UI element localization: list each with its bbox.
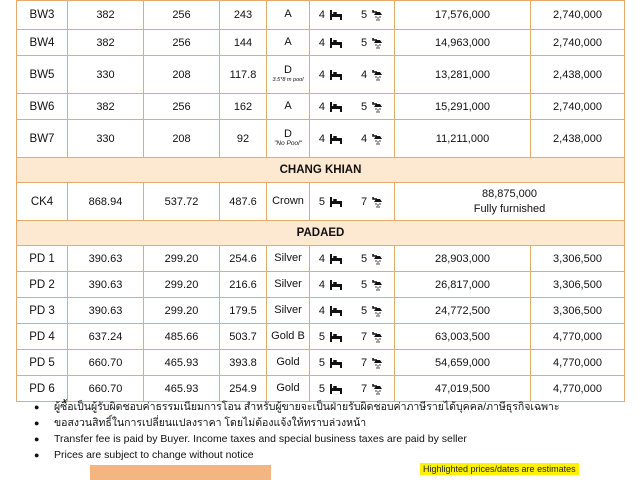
bedroom-count: 4: [318, 9, 325, 21]
bullet-icon: ●: [34, 418, 40, 428]
bedroom-count: 4: [318, 278, 325, 291]
rooms-cell: [310, 1, 395, 30]
built-area-text: 256: [172, 100, 191, 113]
unit-code-text: BW5: [29, 68, 55, 81]
rent-price-text: 2,740,000: [553, 36, 602, 49]
rent-price-text: 2,438,000: [553, 68, 602, 81]
unit-code-text: CK4: [30, 195, 54, 208]
living-area-text: 179.5: [229, 304, 257, 317]
unit-code-text: PD 5: [29, 356, 55, 369]
living-area: [220, 376, 267, 402]
built-area: [144, 30, 220, 56]
section-header-row: [17, 158, 625, 183]
rent-price-text: 4,770,000: [553, 382, 602, 395]
bedroom-count: 4: [318, 36, 325, 49]
unit-code-text: PD 6: [29, 382, 55, 395]
built-area: [144, 56, 220, 94]
unit-code: [17, 1, 68, 30]
land-area: [68, 56, 144, 94]
land-area: [68, 94, 144, 120]
unit-code-text: BW6: [29, 100, 55, 113]
land-area: [68, 376, 144, 402]
bullet-icon: ●: [34, 450, 40, 460]
rooms-cell: [310, 56, 395, 94]
sale-price: [395, 298, 531, 324]
living-area: [220, 272, 267, 298]
rent-price-text: 4,770,000: [553, 330, 602, 343]
land-area: [68, 298, 144, 324]
bed-icon: [329, 278, 343, 290]
note-item: [34, 447, 614, 463]
rent-price: [531, 298, 625, 324]
bathroom-count: 7: [361, 195, 368, 208]
shower-icon: [371, 36, 385, 48]
unit-code-text: BW3: [29, 9, 55, 21]
built-area-text: 208: [172, 68, 191, 81]
sale-price-text: 54,659,000: [434, 356, 491, 369]
shower-icon: [371, 278, 385, 290]
bed-icon: [329, 382, 343, 394]
rooms-cell: [310, 94, 395, 120]
land-area-text: 330: [96, 132, 115, 145]
rooms-group: [310, 68, 394, 80]
sale-price-text: 14,963,000: [434, 36, 491, 49]
unit-code: [17, 324, 68, 350]
bed-icon: [329, 304, 343, 316]
grade-text: Silver: [274, 277, 302, 290]
sale-price-text: 88,875,000: [481, 187, 538, 200]
built-area-text: 208: [172, 132, 191, 145]
living-area-text: 144: [233, 36, 253, 49]
rent-price: [531, 272, 625, 298]
land-area-text: 330: [96, 68, 115, 81]
grade-text: Silver: [274, 303, 302, 316]
section-title: [17, 158, 625, 183]
living-area: [220, 350, 267, 376]
table-row: [17, 324, 625, 350]
rent-price-text: 3,306,500: [553, 278, 602, 291]
bedroom-count: 5: [318, 195, 325, 208]
built-area-text: 256: [172, 36, 191, 49]
bedroom-count: 5: [318, 356, 325, 369]
built-area-text: 299.20: [164, 304, 199, 317]
sale-price-text: 47,019,500: [434, 382, 491, 395]
note-text: Prices are subject to change without notice: [54, 449, 254, 461]
unit-code: [17, 94, 68, 120]
grade: [267, 94, 310, 120]
land-area-text: 390.63: [88, 252, 123, 265]
land-area: [68, 272, 144, 298]
rooms-group: [310, 278, 394, 290]
built-area: [144, 1, 220, 30]
rooms-group: [310, 36, 394, 48]
living-area-text: 162: [233, 100, 253, 113]
highlight-note: Highlighted prices/dates are estimates: [420, 463, 579, 475]
rent-price: [531, 94, 625, 120]
bedroom-count: 4: [318, 100, 325, 113]
bathroom-count: 7: [361, 356, 368, 369]
sale-price: [395, 350, 531, 376]
grade-text: D: [284, 127, 292, 140]
grade-text: Silver: [274, 251, 302, 264]
land-area-text: 390.63: [88, 304, 123, 317]
land-area-text: 382: [96, 36, 115, 49]
grade: [267, 298, 310, 324]
section-title-text: PADAED: [296, 227, 345, 239]
sale-price-text: 24,772,500: [434, 304, 491, 317]
living-area-text: 216.6: [229, 278, 257, 291]
bedroom-count: 4: [318, 68, 325, 81]
grade: [267, 120, 310, 158]
unit-code: [17, 183, 68, 221]
grade-note: 3.5*8 m pool: [272, 77, 304, 84]
rooms-group: [310, 132, 394, 144]
rooms-cell: [310, 120, 395, 158]
living-area-text: 487.6: [229, 195, 257, 208]
sale-price-text: 11,211,000: [435, 132, 490, 145]
sale-price-text: 13,281,000: [434, 68, 491, 81]
bathroom-count: 5: [361, 9, 368, 21]
shower-icon: [371, 330, 385, 342]
rent-price: [531, 376, 625, 402]
sale-price: [395, 376, 531, 402]
bed-icon: [329, 330, 343, 342]
unit-code-text: BW7: [29, 132, 55, 145]
table-row: [17, 350, 625, 376]
rooms-cell: [310, 272, 395, 298]
living-area: [220, 120, 267, 158]
bedroom-count: 4: [318, 132, 325, 145]
land-area-text: 382: [96, 9, 115, 21]
living-area-text: 254.6: [229, 252, 257, 265]
shower-icon: [371, 68, 385, 80]
table-row: [17, 298, 625, 324]
bed-icon: [329, 252, 343, 264]
land-area: [68, 183, 144, 221]
rent-price-text: 2,740,000: [553, 100, 602, 113]
bedroom-count: 5: [318, 382, 325, 395]
rent-price: [531, 30, 625, 56]
shower-icon: [371, 382, 385, 394]
table-row: [17, 56, 625, 94]
grade: [267, 56, 310, 94]
built-area-text: 485.66: [164, 330, 199, 343]
rent-price-text: 4,770,000: [553, 356, 602, 369]
land-area-text: 660.70: [88, 382, 123, 395]
section-title-text: CHANG KHIAN: [279, 164, 362, 176]
land-area: [68, 324, 144, 350]
rent-price-text: 2,438,000: [553, 132, 602, 145]
built-area: [144, 376, 220, 402]
bed-icon: [329, 132, 343, 144]
living-area-text: 503.7: [229, 330, 257, 343]
unit-code: [17, 272, 68, 298]
unit-code-text: PD 2: [29, 278, 55, 291]
shower-icon: [371, 304, 385, 316]
land-area-text: 660.70: [88, 356, 123, 369]
note-item: [34, 431, 614, 447]
built-area: [144, 298, 220, 324]
property-table-container: [16, 0, 624, 402]
sale-price: [395, 183, 625, 221]
rooms-cell: [310, 298, 395, 324]
bathroom-count: 4: [361, 68, 368, 81]
grade-text: Gold: [276, 381, 300, 394]
rent-price-text: 2,740,000: [553, 9, 602, 21]
sale-price: [395, 1, 531, 30]
living-area: [220, 324, 267, 350]
sale-price-text: 17,576,000: [434, 9, 491, 21]
bathroom-count: 7: [361, 330, 368, 343]
rooms-cell: [310, 350, 395, 376]
rooms-group: [310, 9, 394, 21]
built-area-text: 465.93: [164, 382, 199, 395]
note-item: [34, 415, 614, 431]
bathroom-count: 5: [361, 304, 368, 317]
built-area: [144, 350, 220, 376]
rent-price: [531, 246, 625, 272]
built-area-text: 299.20: [164, 278, 199, 291]
sale-price: [395, 94, 531, 120]
grade: [267, 324, 310, 350]
property-price-table: [16, 0, 625, 402]
bed-icon: [329, 195, 343, 207]
sale-price: [395, 272, 531, 298]
unit-code: [17, 298, 68, 324]
grade-note: "No Pool": [274, 140, 302, 148]
rooms-cell: [310, 376, 395, 402]
unit-code: [17, 376, 68, 402]
rooms-cell: [310, 324, 395, 350]
land-area: [68, 1, 144, 30]
rent-price: [531, 324, 625, 350]
unit-code-text: PD 1: [29, 252, 55, 265]
bathroom-count: 5: [361, 100, 368, 113]
bed-icon: [329, 68, 343, 80]
grade: [267, 1, 310, 30]
bathroom-count: 5: [361, 36, 368, 49]
table-row: [17, 376, 625, 402]
grade: [267, 183, 310, 221]
living-area: [220, 183, 267, 221]
rooms-cell: [310, 246, 395, 272]
table-row: [17, 94, 625, 120]
rent-price-text: 3,306,500: [553, 252, 602, 265]
bathroom-count: 4: [361, 132, 368, 145]
living-area-text: 243: [233, 9, 253, 21]
built-area-text: 537.72: [164, 195, 199, 208]
note-item: [34, 399, 614, 415]
grade-text: A: [284, 35, 292, 48]
note-text: ผู้ซื้อเป็นผู้รับผิดชอบค่าธรรมเนียมการโอน สำหรับผู้ขายจะเป็นฝ่ายรับผิดชอบค่าภาษีรายได้บุคคล/ภาษีธุรกิจเฉพาะ: [54, 401, 560, 413]
land-area-text: 868.94: [88, 195, 123, 208]
bullet-icon: ●: [34, 434, 40, 444]
living-area: [220, 298, 267, 324]
land-area: [68, 30, 144, 56]
living-area: [220, 30, 267, 56]
unit-code-text: BW4: [29, 36, 55, 49]
rent-price: [531, 350, 625, 376]
unit-code-text: PD 4: [29, 330, 55, 343]
grade: [267, 246, 310, 272]
section-title: [17, 221, 625, 246]
sale-price-text: 63,003,500: [434, 330, 491, 343]
furnished-note: Fully furnished: [473, 202, 546, 215]
land-area-text: 382: [96, 100, 115, 113]
section-header-row: [17, 221, 625, 246]
grade-text: Crown: [272, 194, 304, 207]
table-row: [17, 183, 625, 221]
living-area: [220, 94, 267, 120]
bullet-icon: ●: [34, 402, 40, 412]
sale-price: [395, 324, 531, 350]
table-body: [17, 1, 625, 402]
notes-list: [34, 399, 614, 463]
shower-icon: [371, 9, 385, 21]
table-row: [17, 30, 625, 56]
rooms-group: [310, 330, 394, 342]
bathroom-count: 5: [361, 252, 368, 265]
shower-icon: [371, 100, 385, 112]
bed-icon: [329, 356, 343, 368]
sale-price: [395, 56, 531, 94]
bed-icon: [329, 100, 343, 112]
bedroom-count: 4: [318, 304, 325, 317]
living-area: [220, 1, 267, 30]
shower-icon: [371, 195, 385, 207]
grade: [267, 272, 310, 298]
sale-price: [395, 30, 531, 56]
built-area: [144, 246, 220, 272]
rooms-cell: [310, 183, 395, 221]
land-area: [68, 120, 144, 158]
unit-code-text: PD 3: [29, 304, 55, 317]
built-area: [144, 272, 220, 298]
sale-price-text: 15,291,000: [434, 100, 491, 113]
sale-price-text: 26,817,000: [434, 278, 491, 291]
rooms-group: [310, 356, 394, 368]
built-area-text: 256: [172, 9, 191, 21]
bed-icon: [329, 36, 343, 48]
unit-code: [17, 350, 68, 376]
table-row: [17, 1, 625, 30]
bedroom-count: 5: [318, 330, 325, 343]
table-row: [17, 120, 625, 158]
built-area: [144, 324, 220, 350]
rent-price-text: 3,306,500: [553, 304, 602, 317]
living-area-text: 254.9: [229, 382, 257, 395]
note-text: Transfer fee is paid by Buyer. Income taxes and special business taxes are paid by seller: [54, 433, 467, 445]
bed-icon: [329, 9, 343, 21]
unit-code: [17, 30, 68, 56]
grade: [267, 350, 310, 376]
rooms-group: [310, 304, 394, 316]
built-area-text: 299.20: [164, 252, 199, 265]
orange-decorative-bar: [90, 465, 271, 480]
note-text: ขอสงวนสิทธิ์ในการเปลี่ยนแปลงราคา โดยไม่ต้องแจ้งให้ทราบล่วงหน้า: [54, 417, 367, 429]
living-area: [220, 56, 267, 94]
land-area-text: 637.24: [88, 330, 123, 343]
bedroom-count: 4: [318, 252, 325, 265]
grade-text: A: [284, 99, 292, 112]
table-row: [17, 246, 625, 272]
grade: [267, 30, 310, 56]
land-area: [68, 246, 144, 272]
sale-price: [395, 120, 531, 158]
built-area-text: 465.93: [164, 356, 199, 369]
shower-icon: [371, 252, 385, 264]
built-area: [144, 183, 220, 221]
grade-text: D: [284, 63, 292, 76]
grade-text: Gold B: [271, 329, 305, 342]
unit-code: [17, 120, 68, 158]
living-area: [220, 246, 267, 272]
rent-price: [531, 1, 625, 30]
rooms-cell: [310, 30, 395, 56]
rent-price: [531, 56, 625, 94]
sale-price: [395, 246, 531, 272]
rent-price: [531, 120, 625, 158]
rooms-group: [310, 252, 394, 264]
grade-text: A: [284, 8, 292, 21]
built-area: [144, 94, 220, 120]
living-area-text: 393.8: [229, 356, 257, 369]
unit-code: [17, 246, 68, 272]
bathroom-count: 5: [361, 278, 368, 291]
living-area-text: 117.8: [229, 68, 257, 81]
table-row: [17, 272, 625, 298]
land-area-text: 390.63: [88, 278, 123, 291]
grade-text: Gold: [276, 355, 300, 368]
living-area-text: 92: [236, 132, 250, 145]
bathroom-count: 7: [361, 382, 368, 395]
rooms-group: [310, 382, 394, 394]
built-area: [144, 120, 220, 158]
land-area: [68, 350, 144, 376]
grade: [267, 376, 310, 402]
sale-price-text: 28,903,000: [434, 252, 491, 265]
rooms-group: [310, 100, 394, 112]
unit-code: [17, 56, 68, 94]
rooms-group: [310, 195, 394, 207]
shower-icon: [371, 356, 385, 368]
shower-icon: [371, 132, 385, 144]
